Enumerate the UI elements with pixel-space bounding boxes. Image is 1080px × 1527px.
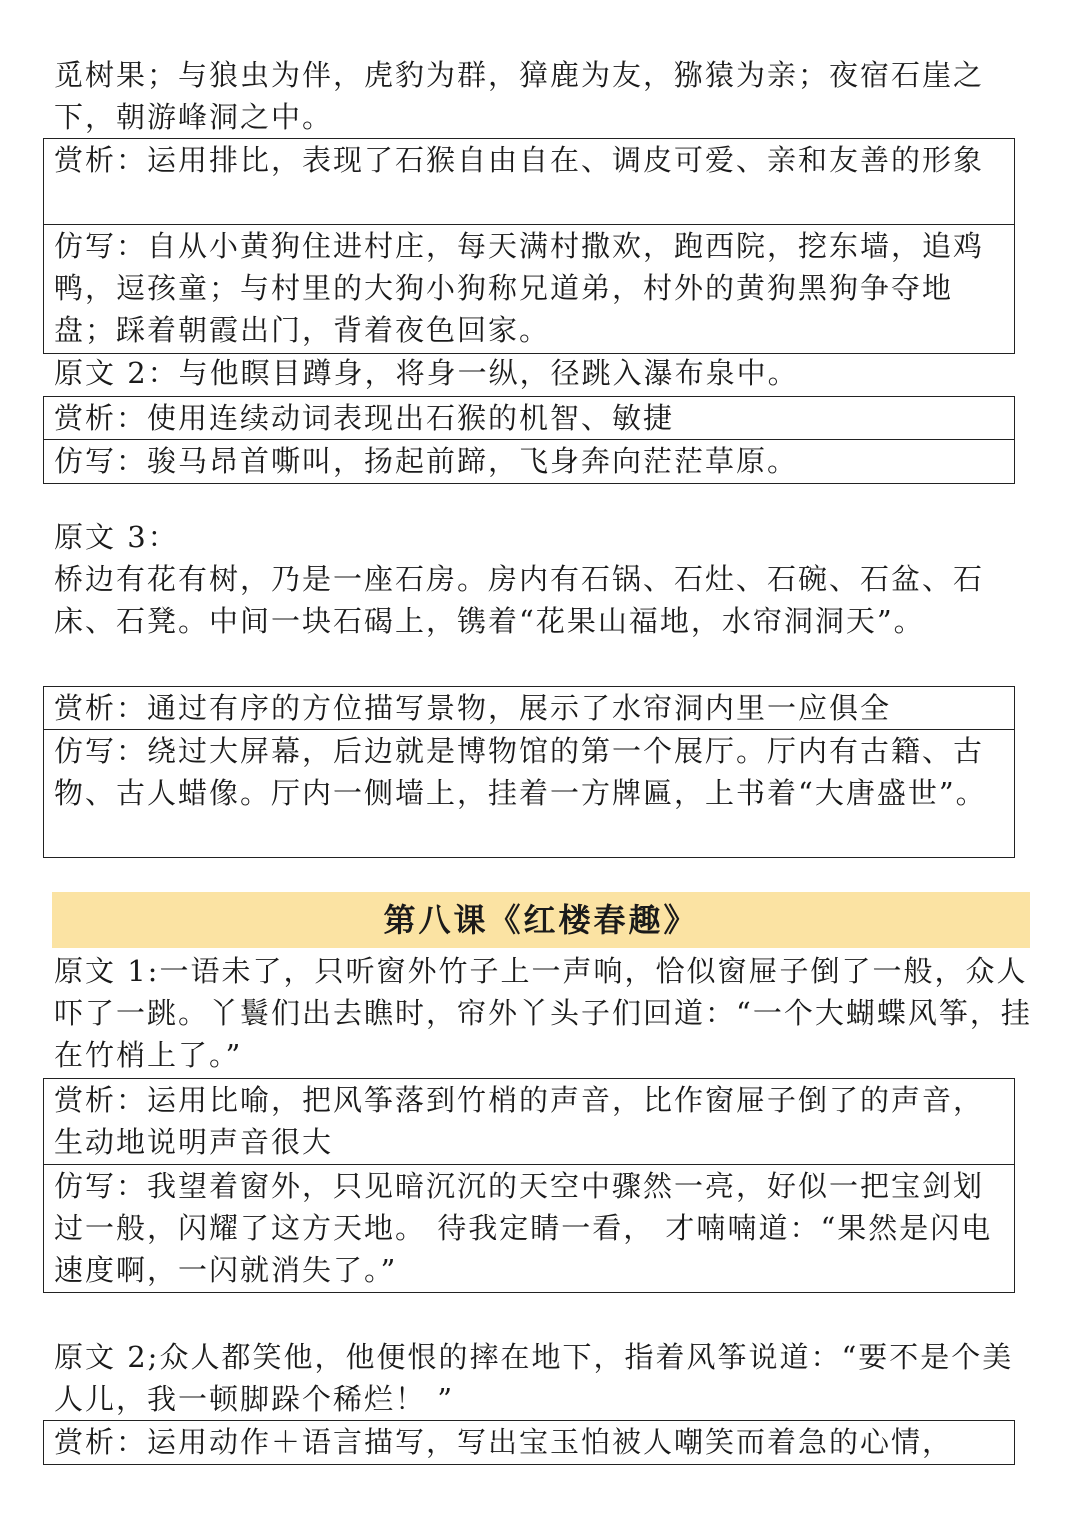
imitation-cell: 仿写：自从小黄狗住进村庄，每天满村撒欢，跑西院，挖东墙，追鸡鸭，逗孩童；与村里的大狗小狗称兄道弟，村外的黄狗黑狗争夺地盘；踩着朝霞出门，背着夜色回家。: [54, 229, 985, 347]
imitation-cell: 仿写：我望着窗外，只见暗沉沉的天空中骤然一亮，好似一把宝剑划过一般，闪耀了这方天地。 待我定睛一看， 才喃喃道：“果然是闪电速度啊，一闪就消失了。”: [54, 1169, 993, 1287]
analysis-box-1: [43, 138, 1015, 354]
appreciation-cell: 赏析：通过有序的方位描写景物，展示了水帘洞内里一应俱全: [44, 687, 1014, 730]
lesson8-analysis-box-2: [43, 1420, 1015, 1465]
intro-paragraph: 觅树果；与狼虫为伴，虎豹为群，獐鹿为友，猕猿为亲；夜宿石崖之下，朝游峰洞之中。: [54, 58, 985, 134]
appreciation-cell: 赏析：运用比喻，把风筝落到竹梢的声音，比作窗屉子倒了的声音，生动地说明声音很大: [44, 1079, 1014, 1165]
lesson8-original-text-1: 原文 1:一语未了，只听窗外竹子上一声响，恰似窗屉子倒了一般，众人吓了一跳。丫鬟们出去瞧时，帘外丫头子们回道：“一个大蝴蝶风筝，挂在竹梢上了。”: [54, 954, 1032, 1072]
appreciation-cell: 赏析：运用排比，表现了石猴自由自在、调皮可爱、亲和友善的形象: [44, 139, 1014, 225]
analysis-box-2: [43, 396, 1015, 484]
lesson8-analysis-box-1: [43, 1078, 1015, 1293]
lesson8-original-text-2: 原文 2;众人都笑他，他便恨的摔在地下，指着风筝说道：“要不是个美人儿，我一顿脚跺个稀烂！ ”: [54, 1340, 1014, 1416]
imitation-cell: 仿写：绕过大屏幕，后边就是博物馆的第一个展厅。厅内有古籍、古物、古人蜡像。厅内一侧墙上，挂着一方牌匾，上书着“大唐盛世”。: [54, 734, 987, 810]
original-text-3: 桥边有花有树，乃是一座石房。房内有石锅、石灶、石碗、石盆、石床、石凳。中间一块石碣上，镌着“花果山福地，水帘洞洞天”。: [54, 562, 985, 638]
analysis-box-3: [43, 686, 1015, 858]
appreciation-cell: 赏析：运用动作＋语言描写，写出宝玉怕被人嘲笑而着急的心情，: [54, 1425, 954, 1459]
original-text-3-label: 原文 3：: [54, 520, 179, 554]
lesson-title-banner: 第八课《红楼春趣》: [52, 892, 1030, 948]
imitation-cell: 仿写：骏马昂首嘶叫，扬起前蹄，飞身奔向茫茫草原。: [54, 444, 799, 478]
appreciation-cell: 赏析：使用连续动词表现出石猴的机智、敏捷: [44, 397, 1014, 440]
original-text-2: 原文 2：与他瞑目蹲身，将身一纵，径跳入瀑布泉中。: [54, 356, 799, 390]
